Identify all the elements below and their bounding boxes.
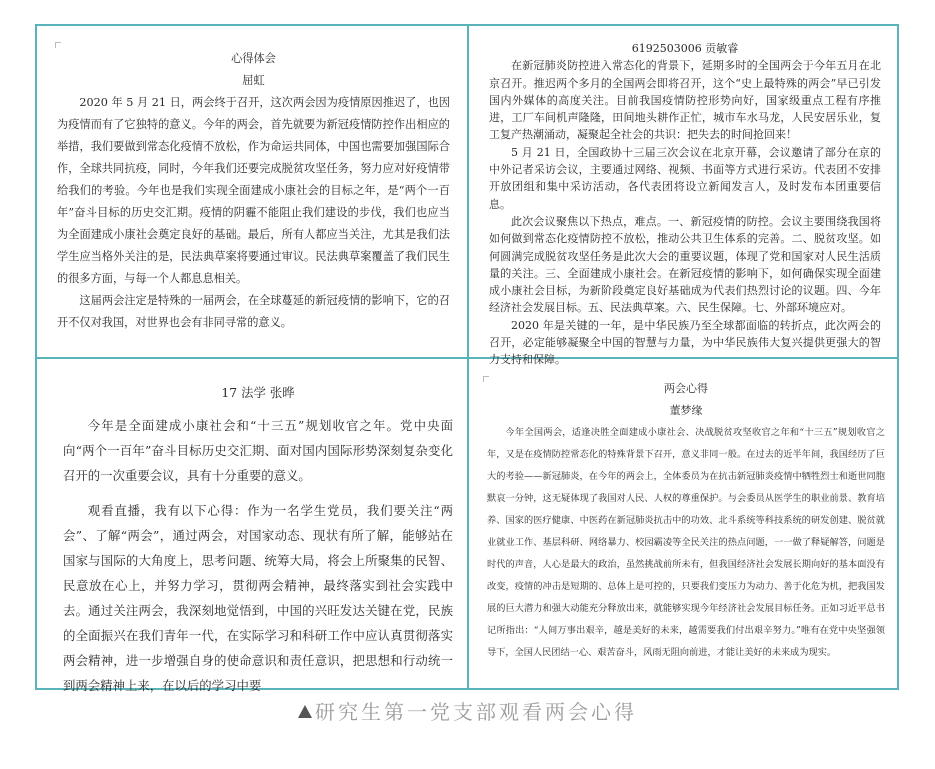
essay-paragraph: 2020 年 5 月 21 日，两会终于召开，这次两会因为疫情原因推迟了，也因为疫情而有了它独特的意义。今年的两会，首先就要为新冠疫情防控作出相应的举措，我们要做到常态化疫情不放松，作为命运共同体，中国也需要加强国际合作，全球共同抗疫，同时，今年我们还要完成脱贫攻坚任务，努力应对好疫情带给我们的考验。今年也是我们实现全面建成小康社会的目标之年，是“两个一百年”奋斗目标的历史交汇期。疫情的阴霾不能阻止我们建设的步伐，我们也应当为全面建成小康社会奠定良好的基础。最后，所有人都应当关注，尤其是我们法学生应当格外关注的是，民法典草案将要通过审议。民法典草案覆盖了我们民生的很多方面，与每一个人都息息相关。 (57, 96, 450, 285)
essay-paragraph: 此次会议聚焦以下热点，难点。一、新冠疫情的防控。会议主要围绕我国将如何做到常态化疫情防控不放松，推动公共卫生体系的完善。二、脱贫攻坚。如何圆满完成脱贫攻坚任务是此次大会的重要议题，体现了党和国家对人民生活质量的关注。三、全面建成小康社会。在新冠疫情的影响下，如何确保实现全面建成小康社会目标，为新阶段奠定良好基础成为代表们热烈讨论的议题。四、今年经济社会发展目标。五、民法典草案。六、民生保障。七、外部环境应对。 (489, 214, 881, 315)
essay-paragraph: 2020 年是关键的一年，是中华民族乃至全球都面临的转折点，此次两会的召开，必定能够凝聚全中国的智慧与力量，为中华民族伟大复兴提供更强大的智力支持和保障。 (489, 318, 881, 367)
essay-title: 两会心得 (664, 382, 708, 395)
essay-paragraph: 观看直播，我有以下心得：作为一名学生党员，我们要关注“两会”、了解“两会”，通过两会，对国家动态、现状有所了解，能够站在国家与国际的大角度上，思考问题、统筹大局，将会上所聚集的民智、民意放在心上，并努力学习，贯彻两会精神，最终落实到社会实践中去。通过关注两会，我深刻地觉悟到，中国的兴旺发达关键在党，民族的全面振兴在我们青年一代，在实际学习和科研工作中应认真贯彻落实两会精神，进一步增强自身的使命意识和责任意识，把思想和行动统一到两会精神上来，在以后的学习中要 (63, 503, 453, 693)
essay-panel-4 (487, 378, 885, 678)
triangle-icon (298, 705, 312, 718)
essay-author: 董梦缘 (669, 404, 703, 417)
essay-paragraph: 今年全国两会，适逢决胜全面建成小康社会、决战脱贫攻坚收官之年和“十三五”规划收官之年，又是在疫情防控常态化的特殊背景下召开，意义非同一般。在过去的近半年间，我国经历了巨大的考验——新冠肺炎，在今年的两会上，全体委员为在抗击新冠肺炎疫情中牺牲烈士和逝世同胞默哀一分钟，这无疑体现了我国对人民、人权的尊重保护。与会委员从医学生的职业前景、教育培养、国家的医疗健康、中医药在新冠肺炎抗击中的功效、北斗系统等科技系统的研发创建、脱贫就业就业工作、基层科研、网络暴力、校园霸凌等全民关注的热点问题，一一做了释疑解答，问题是时代的声音，人心是最大的政治，虽然挑战前所未有，但我国经济社会发展长期向好的基本面没有改变，疫情的冲击是短期的、总体上是可控的，只要我们变压力为动力、善于化危为机，把我国发展的巨大潜力和强大动能充分释放出来，就能够实现今年经济社会发展目标任务。正如习近平总书记所指出：“人间万事出艰辛，越是美好的未来，越需要我们付出艰辛努力。”唯有在党中央坚强领导下，全国人民团结一心、艰苦奋斗，风雨无阻向前进，才能让美好的未来成为现实。 (487, 427, 885, 658)
caption-text: 研究生第一党支部观看两会心得 (315, 700, 637, 724)
essay-paragraph: 今年是全面建成小康社会和“十三五”规划收官之年。党中央面向“两个一百年”奋斗目标历史交汇期、面对国内国际形势深刻复杂变化召开的一次重要会议，具有十分重要的意义。 (63, 418, 453, 483)
essay-panel-2 (489, 40, 881, 367)
essay-paragraph: 这届两会注定是特殊的一届两会，在全球蔓延的新冠疫情的影响下，它的召开不仅对我国，对世界也会有非同寻常的意义。 (57, 294, 450, 329)
essay-author: 屈虹 (242, 74, 265, 87)
essay-header: 6192503006 贡敏睿 (631, 42, 739, 55)
essay-grid (35, 24, 899, 693)
essay-panel-3 (63, 380, 453, 693)
essay-header: 17 法学 张晔 (221, 385, 295, 400)
essay-panel-1 (57, 48, 450, 348)
image-caption (0, 696, 935, 725)
essay-title: 心得体会 (231, 52, 276, 65)
essay-paragraph: 5 月 21 日，全国政协十三届三次会议在北京开幕，会议邀请了部分在京的中外记者采访会议，主要通过网络、视频、书面等方式进行采访。代表团不安排开放团组和集中采访活动，各代表团将设立新闻发言人，及时发布本团重要信息。 (489, 145, 881, 211)
essay-paragraph: 在新冠肺炎防控进入常态化的背景下，延期多时的全国两会于今年五月在北京召开。推迟两个多月的全国两会即将召开，这个“史上最特殊的两会”早已引发国内外媒体的高度关注。目前我国疫情防控形势向好，国家级重点工程有序推进，工厂车间机声隆隆，田间地头耕作正忙，城市车水马龙，人民安居乐业，复工复产热潮涌动，凝聚起全社会的共识：把失去的时间抢回来！ (489, 59, 881, 142)
